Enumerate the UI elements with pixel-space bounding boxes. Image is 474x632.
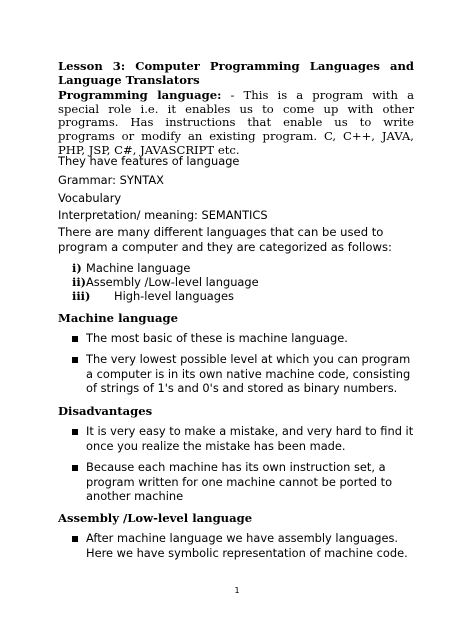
- features-intro: They have features of language: [58, 154, 240, 168]
- machine-language-heading: Machine language: [58, 311, 178, 325]
- assembly-point-1: After machine language we have assembly languages. Here we have symbolic representation of machine code.: [86, 531, 408, 560]
- category-number-3: iii): [72, 289, 91, 303]
- feature-grammar: Grammar: SYNTAX: [58, 173, 164, 187]
- programming-language-definition: - This is a program with a special role i.e. it enables us to come up with other programs. Has instructions that enable us to write programs or modify an existing program. C, C++, JAVA, PHP, JSP, C#, JAVASCRIPT etc.: [58, 88, 414, 157]
- machine-language-point-1: The most basic of these is machine language.: [86, 331, 348, 345]
- programming-language-term: Programming language:: [58, 88, 222, 102]
- bullet-square-icon: [72, 465, 78, 471]
- lesson-title: Lesson 3: Computer Programming Languages and: [58, 59, 414, 73]
- feature-vocabulary: Vocabulary: [58, 191, 122, 205]
- disadvantage-point-1: It is very easy to make a mistake, and very hard to find it once you realize the mistake has been made.: [86, 424, 414, 453]
- feature-semantics: Interpretation/ meaning: SEMANTICS: [58, 208, 268, 222]
- bullet-square-icon: [72, 336, 78, 342]
- category-number-1: i): [72, 261, 82, 275]
- disadvantage-point-2: Because each machine has its own instruction set, a program written for one machine cannot be ported to another machine: [86, 460, 393, 504]
- programming-language-paragraph: [58, 89, 414, 158]
- page-number: 1: [234, 586, 240, 595]
- bullet-square-icon: [72, 536, 78, 542]
- assembly-language-heading: Assembly /Low-level language: [58, 511, 253, 525]
- category-number-2: ii): [72, 275, 87, 289]
- machine-language-point-2: The very lowest possible level at which you can program a computer is in its own native machine code, consisting of strings of 1's and 0's and stored as binary numbers.: [86, 352, 411, 396]
- category-high-level-languages: High-level languages: [114, 289, 234, 303]
- category-assembly-language: Assembly /Low-level language: [86, 275, 259, 289]
- categories-intro: There are many different languages that can be used to program a computer and they are categorized as follows:: [58, 225, 392, 254]
- lesson-title-continuation: Language Translators: [58, 73, 200, 87]
- category-machine-language: Machine language: [86, 261, 191, 275]
- bullet-square-icon: [72, 357, 78, 363]
- disadvantages-heading: Disadvantages: [58, 404, 153, 418]
- bullet-square-icon: [72, 429, 78, 435]
